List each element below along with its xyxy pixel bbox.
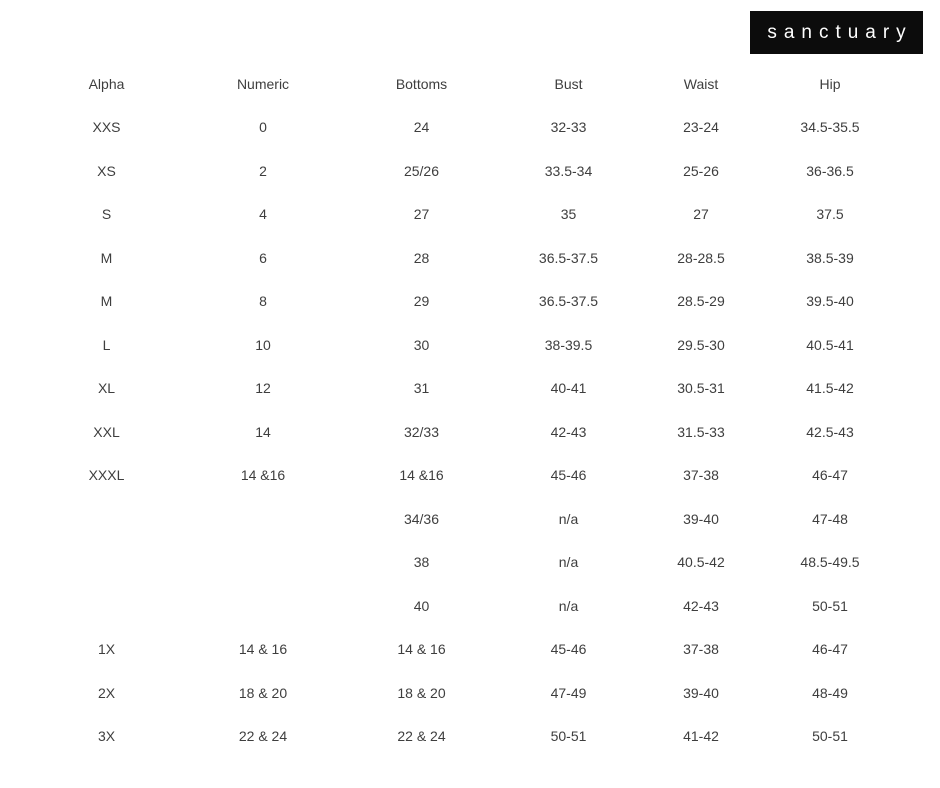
table-cell: 14 &16 <box>240 467 286 484</box>
table-cell: 47-48 <box>812 510 848 527</box>
table-cell: 38.5-39 <box>806 249 854 266</box>
table-cell: 42.5-43 <box>806 423 854 440</box>
table-cell: 14 &16 <box>399 467 444 484</box>
table-cell: 39.5-40 <box>806 293 854 310</box>
table-cell: 30.5-31 <box>677 380 725 397</box>
table-cell: 0 <box>259 119 267 136</box>
table-cell: 31.5-33 <box>677 423 725 440</box>
table-cell: XXS <box>92 119 121 136</box>
table-cell: 2X <box>97 684 116 701</box>
table-cell: M <box>100 249 113 266</box>
brand-logo-text: sanctuary <box>767 21 913 43</box>
table-cell: XXL <box>93 423 120 440</box>
table-cell: 32/33 <box>403 423 440 440</box>
column-header-bust: Bust <box>554 75 583 92</box>
table-cell: 50-51 <box>812 728 848 745</box>
table-cell: 12 <box>255 380 271 397</box>
table-cell: 27 <box>693 206 709 223</box>
table-cell: 37-38 <box>683 641 719 658</box>
table-cell: 8 <box>259 293 267 310</box>
table-cell: 40.5-41 <box>806 336 854 353</box>
table-cell: 6 <box>259 249 267 266</box>
table-cell: 45-46 <box>550 641 587 658</box>
table-cell: n/a <box>558 554 579 571</box>
table-cell <box>183 497 343 541</box>
table-cell <box>183 584 343 628</box>
table-cell <box>30 497 183 541</box>
table-cell: 18 & 20 <box>238 684 288 701</box>
table-cell: 34/36 <box>403 510 440 527</box>
table-cell: XXXL <box>88 467 125 484</box>
table-cell: S <box>101 206 112 223</box>
table-cell: 14 <box>255 423 271 440</box>
table-cell <box>30 584 183 628</box>
table-cell: M <box>100 293 113 310</box>
table-cell: XL <box>97 380 116 397</box>
table-cell: 50-51 <box>550 728 587 745</box>
table-cell: L <box>102 336 111 353</box>
table-cell: 37-38 <box>683 467 719 484</box>
table-cell: 38 <box>413 554 430 571</box>
column-header-hip: Hip <box>819 75 841 92</box>
table-cell: 18 & 20 <box>397 684 446 701</box>
table-cell: 29.5-30 <box>677 336 725 353</box>
table-cell: 42-43 <box>550 423 587 440</box>
table-cell: 32-33 <box>550 119 587 136</box>
brand-logo <box>750 11 923 54</box>
table-cell: XS <box>97 162 116 179</box>
table-cell: 30 <box>413 336 430 353</box>
size-chart-table <box>30 62 895 758</box>
table-cell <box>183 541 343 585</box>
table-cell: 2 <box>259 162 267 179</box>
table-cell: 42-43 <box>683 597 719 614</box>
table-cell: 10 <box>255 336 271 353</box>
table-cell: 41-42 <box>683 728 719 745</box>
table-cell: 29 <box>413 293 430 310</box>
table-cell: 28.5-29 <box>677 293 725 310</box>
table-cell: 14 & 16 <box>238 641 288 658</box>
table-cell: 4 <box>259 206 267 223</box>
column-header-bottoms: Bottoms <box>395 75 448 92</box>
table-cell: 22 & 24 <box>238 728 288 745</box>
table-cell: 46-47 <box>812 467 848 484</box>
table-cell: 40-41 <box>550 380 587 397</box>
table-cell: 27 <box>413 206 430 223</box>
table-cell: 38-39.5 <box>544 336 593 353</box>
table-cell: 46-47 <box>812 641 848 658</box>
table-cell: 34.5-35.5 <box>800 119 860 136</box>
table-cell: 23-24 <box>683 119 719 136</box>
table-cell: 40 <box>413 597 430 614</box>
table-cell: 28 <box>413 249 430 266</box>
table-cell: 47-49 <box>550 684 587 701</box>
table-cell: 37.5 <box>816 206 844 223</box>
table-cell: 14 & 16 <box>397 641 446 658</box>
table-cell: 50-51 <box>812 597 848 614</box>
column-header-numeric: Numeric <box>236 75 290 92</box>
table-cell: 39-40 <box>683 684 719 701</box>
table-cell: 3X <box>97 728 116 745</box>
table-cell: 28-28.5 <box>677 249 725 266</box>
table-cell: 48-49 <box>812 684 848 701</box>
table-cell: 25-26 <box>683 162 719 179</box>
table-cell: 31 <box>413 380 430 397</box>
table-cell: 39-40 <box>683 510 719 527</box>
table-cell: 41.5-42 <box>806 380 854 397</box>
column-header-alpha: Alpha <box>88 75 125 92</box>
table-cell: 35 <box>560 206 577 223</box>
table-cell: 40.5-42 <box>677 554 725 571</box>
table-cell: 45-46 <box>550 467 587 484</box>
table-cell: 24 <box>413 119 430 136</box>
column-header-waist: Waist <box>683 75 719 92</box>
table-cell: 36.5-37.5 <box>538 249 599 266</box>
table-cell: 22 & 24 <box>397 728 446 745</box>
table-cell: n/a <box>558 597 579 614</box>
table-cell: 33.5-34 <box>544 162 593 179</box>
table-cell: 36-36.5 <box>806 162 854 179</box>
table-cell: n/a <box>558 510 579 527</box>
table-cell: 1X <box>97 641 116 658</box>
table-cell: 36.5-37.5 <box>538 293 599 310</box>
table-cell <box>30 541 183 585</box>
table-cell: 48.5-49.5 <box>800 554 860 571</box>
table-cell: 25/26 <box>403 162 440 179</box>
